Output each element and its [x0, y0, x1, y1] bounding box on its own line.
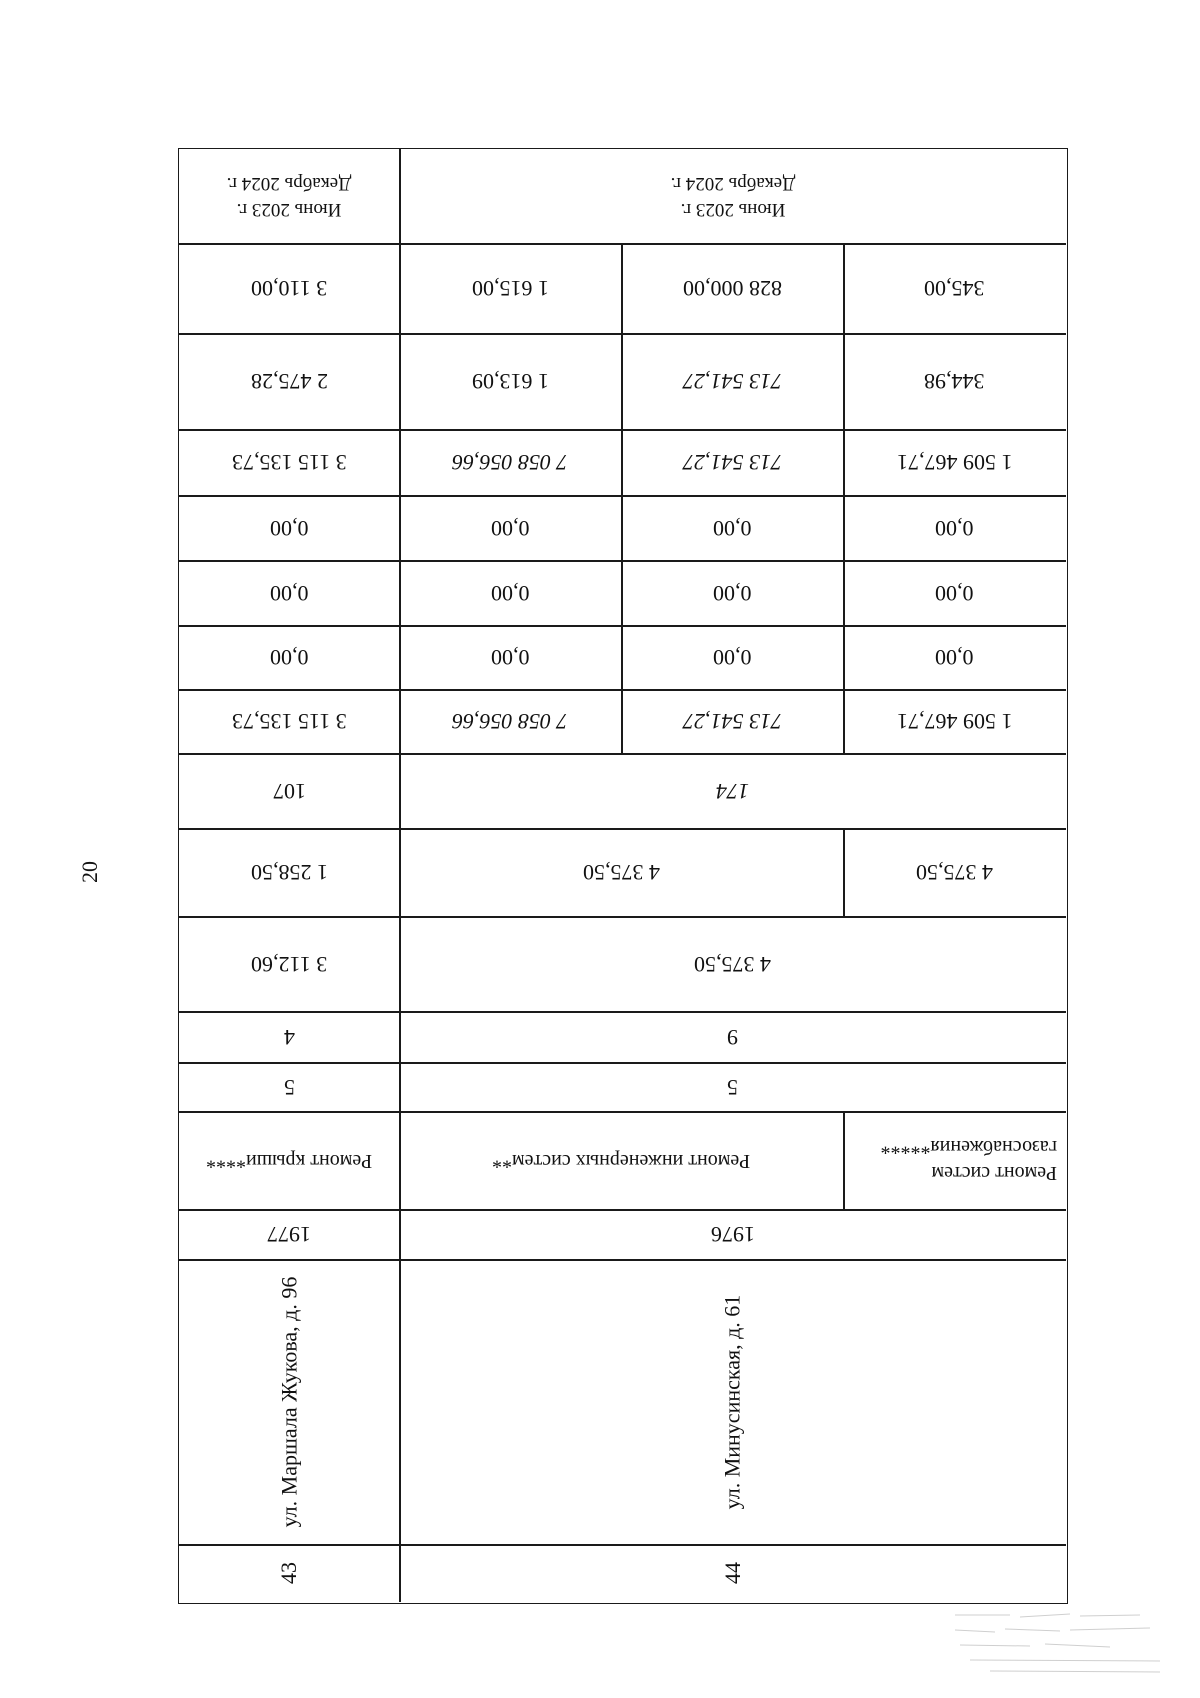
z2-value-c: 0,00: [712, 580, 752, 606]
z2-cell-a: [179, 560, 399, 625]
n3-value-a: 3 112,60: [250, 951, 328, 977]
num-cell-a: [179, 1544, 399, 1602]
work-cell-a: [179, 1111, 399, 1209]
work-type-d: Ремонт систем газоснабжения*****: [880, 1136, 1057, 1184]
v4-cell-c: [621, 689, 843, 753]
num-cell-b: [399, 1544, 1066, 1602]
period-cell-a: [179, 149, 399, 243]
v4-value-c: 713 541,27: [682, 709, 782, 734]
address-cell-b: [399, 1259, 1066, 1544]
z1-value-c: 0,00: [712, 515, 752, 541]
v1-value-a: 3 110,00: [250, 276, 328, 301]
n1-cell-b: [399, 753, 1066, 828]
n4-cell-a: [179, 1011, 399, 1062]
z2-value-d: 0,00: [935, 580, 974, 606]
z1-value-b: 0,00: [490, 515, 530, 541]
year-value-a: 1977: [267, 1222, 311, 1247]
v3-value-c: 713 541,27: [682, 450, 782, 475]
address-b: ул. Минусинская, д. 61: [719, 1294, 745, 1509]
z1-value-d: 0,00: [935, 515, 974, 541]
n3-value-b: 4 375,50: [694, 951, 771, 977]
z2-cell-c: [621, 560, 843, 625]
v3-cell-d: [843, 429, 1066, 495]
n5-value-a: 5: [283, 1074, 295, 1100]
v4-cell-a: [179, 689, 399, 753]
year-cell-b: [399, 1209, 1066, 1259]
z1-cell-b: [399, 495, 621, 560]
address-a: ул. Маршала Жукова, д. 96: [276, 1276, 301, 1527]
z1-cell-c: [621, 495, 843, 560]
v3-value-a: 3 115 135,73: [231, 450, 347, 475]
v1-cell-c: [621, 243, 843, 333]
n1-cell-a: [179, 753, 399, 828]
v2-value-b: 1 613,09: [471, 369, 549, 394]
v4-cell-b: [399, 689, 621, 753]
work-cell-b: [399, 1111, 843, 1209]
n1-value-b: 174: [716, 778, 749, 804]
faint-stamp-mark: [950, 1605, 1165, 1675]
v2-value-c: 713 541,27: [682, 369, 782, 394]
v3-value-b: 7 058 056,66: [452, 450, 568, 475]
z3-cell-c: [621, 625, 843, 689]
z3-value-a: 0,00: [269, 645, 309, 670]
period-cell-b: [399, 149, 1066, 243]
z1-cell-a: [179, 495, 399, 560]
n5-cell-a: [179, 1062, 399, 1111]
n4-value-a: 4: [283, 1024, 295, 1050]
z3-value-c: 0,00: [712, 645, 752, 670]
n5-value-b: 5: [727, 1074, 738, 1100]
z3-value-b: 0,00: [490, 645, 530, 670]
n2-cell-a: [179, 828, 399, 916]
n4-cell-b: [399, 1011, 1066, 1062]
z3-cell-a: [179, 625, 399, 689]
n1-value-a: 107: [272, 778, 306, 804]
z1-cell-d: [843, 495, 1066, 560]
v2-cell-d: [843, 333, 1066, 429]
z3-cell-d: [843, 625, 1066, 689]
v2-value-a: 2 475,28: [250, 369, 328, 394]
work-cell-d: [843, 1111, 1066, 1209]
z1-value-a: 0,00: [269, 515, 309, 541]
n5-cell-b: [399, 1062, 1066, 1111]
period-text-a: Июнь 2023 г. Декабрь 2024 г.: [226, 173, 352, 220]
n3-cell-a: [179, 916, 399, 1011]
capital-repair-table: [178, 148, 1068, 1604]
n2-value-d: 4 375,50: [916, 860, 993, 885]
v3-cell-c: [621, 429, 843, 495]
v1-value-b: 1 615,00: [471, 276, 549, 301]
n3-cell-b: [399, 916, 1066, 1011]
z3-cell-b: [399, 625, 621, 689]
page-number: 20: [77, 861, 102, 883]
v4-cell-d: [843, 689, 1066, 753]
row-number-b: 44: [719, 1562, 745, 1584]
v2-value-d: 344,98: [924, 369, 985, 394]
v1-cell-a: [179, 243, 399, 333]
v1-cell-d: [843, 243, 1066, 333]
period-text-b: Июнь 2023 г. Декабрь 2024 г.: [670, 173, 795, 220]
z3-value-d: 0,00: [935, 645, 974, 670]
v1-value-c: 828 000,00: [682, 276, 782, 301]
v4-value-d: 1 509 467,71: [896, 709, 1013, 734]
v1-cell-b: [399, 243, 621, 333]
v3-cell-a: [179, 429, 399, 495]
n4-value-b: 9: [727, 1024, 738, 1050]
v3-value-d: 1 509 467,71: [896, 450, 1013, 475]
year-value-b: 1976: [710, 1222, 755, 1247]
v4-value-b: 7 058 056,66: [452, 709, 568, 734]
z2-value-b: 0,00: [490, 580, 530, 606]
z2-cell-d: [843, 560, 1066, 625]
n2-cell-b: [399, 828, 843, 916]
row-number-a: 43: [276, 1562, 301, 1584]
work-type-a: Ремонт крыши****: [205, 1149, 373, 1172]
z2-cell-b: [399, 560, 621, 625]
address-cell-a: [179, 1259, 399, 1544]
v2-cell-c: [621, 333, 843, 429]
v1-value-d: 345,00: [924, 276, 985, 301]
n2-value-b: 4 375,50: [582, 860, 660, 885]
n2-cell-d: [843, 828, 1066, 916]
n2-value-a: 1 258,50: [250, 860, 328, 885]
v4-value-a: 3 115 135,73: [231, 709, 347, 734]
z2-value-a: 0,00: [269, 580, 309, 606]
v2-cell-a: [179, 333, 399, 429]
v2-cell-b: [399, 333, 621, 429]
work-type-b: Ремонт инженерных систем**: [491, 1149, 751, 1172]
v3-cell-b: [399, 429, 621, 495]
year-cell-a: [179, 1209, 399, 1259]
